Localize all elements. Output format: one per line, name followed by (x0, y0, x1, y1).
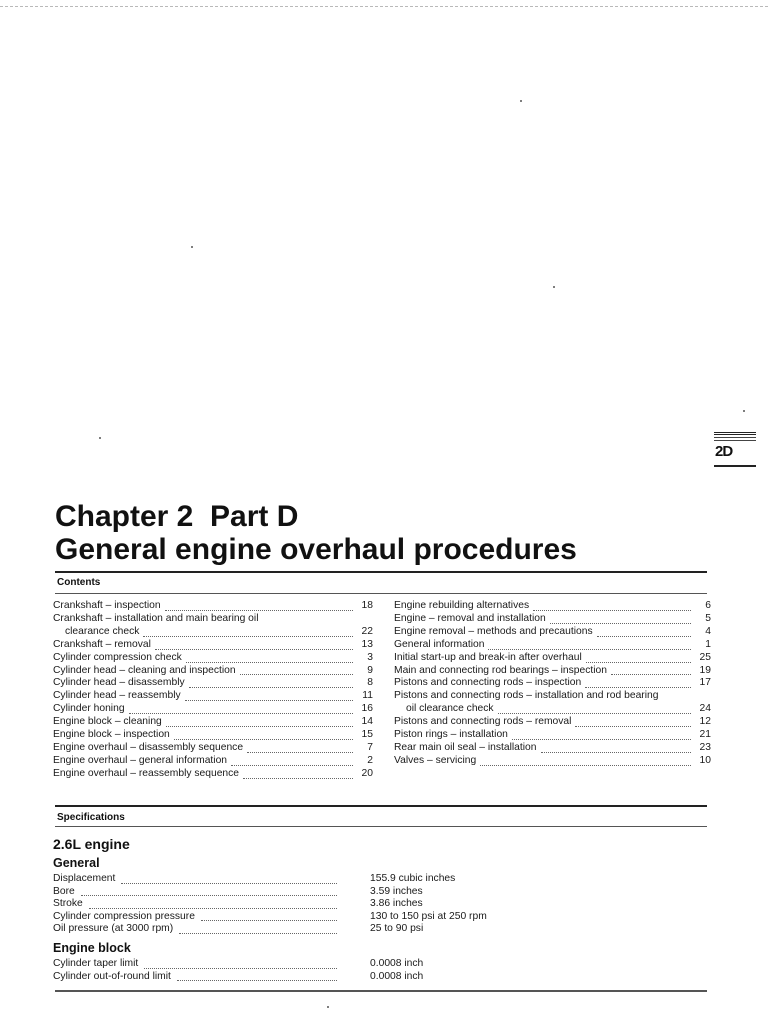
contents-entry (53, 755, 373, 768)
dot-leader (243, 769, 353, 779)
specifications-top-rule (55, 805, 707, 807)
contents-entry-label: Cylinder compression check (53, 651, 182, 663)
contents-entry-label: Pistons and connecting rods – inspection (394, 677, 582, 689)
contents-entry-page: 15 (361, 729, 373, 741)
spec-group-engine-block-title: Engine block (53, 941, 131, 955)
scan-speck (327, 1006, 329, 1008)
contents-entry (394, 690, 711, 703)
contents-entry (53, 742, 373, 755)
contents-entry (394, 677, 711, 690)
chapter-name: General engine overhaul procedures (55, 533, 577, 566)
contents-entry (53, 703, 373, 716)
contents-entry-label: clearance check (65, 625, 140, 637)
spec-group-general-title: General (53, 856, 100, 870)
contents-entry-page: 21 (699, 729, 711, 741)
dot-leader (585, 678, 691, 688)
spec-label: Cylinder taper limit (53, 958, 139, 969)
contents-entry-label: Engine block – cleaning (53, 716, 162, 728)
contents-entry (394, 613, 711, 626)
contents-entry-page: 5 (705, 612, 711, 624)
contents-entry-label: Crankshaft – removal (53, 638, 151, 650)
dot-leader (512, 730, 691, 740)
contents-entry (394, 755, 711, 768)
contents-entry-label: Valves – servicing (394, 754, 477, 766)
spec-label: Cylinder out-of-round limit (53, 970, 171, 982)
spec-row (53, 971, 483, 984)
scan-speck (520, 100, 522, 102)
contents-entry (53, 613, 373, 626)
dot-leader (89, 899, 337, 909)
contents-entry (394, 652, 711, 665)
specifications-rule (55, 826, 707, 827)
contents-entry-label: Engine block – inspection (53, 729, 170, 741)
spec-label: Oil pressure (at 3000 rpm) (53, 923, 174, 934)
contents-entry (53, 665, 373, 678)
contents-entry-page: 11 (362, 690, 373, 702)
contents-entry-page: 23 (699, 741, 711, 753)
contents-entry (394, 703, 711, 716)
spec-row (53, 873, 483, 886)
chapter-tab-label: 2D (715, 443, 733, 460)
dot-leader (611, 665, 691, 675)
dot-leader (186, 653, 353, 663)
dot-leader (550, 614, 691, 624)
page-top-dashed-edge (0, 6, 768, 7)
spec-value: 0.0008 inch (370, 958, 424, 969)
dot-leader (586, 653, 691, 663)
contents-entry-page: 6 (705, 600, 711, 611)
contents-entry (394, 716, 711, 729)
contents-entry (53, 626, 373, 639)
contents-entry (394, 600, 711, 613)
contents-entry-label: Pistons and connecting rods – installation and rod bearing (394, 690, 659, 702)
dot-leader (533, 601, 691, 611)
dot-leader (575, 717, 691, 727)
contents-entry (394, 742, 711, 755)
contents-entry-label: Piston rings – installation (394, 729, 508, 741)
dot-leader (498, 704, 691, 714)
contents-right-column (394, 600, 711, 768)
contents-entry-label: oil clearance check (406, 703, 494, 715)
contents-entry-page: 12 (699, 716, 711, 728)
dot-leader (155, 640, 353, 650)
dot-leader (143, 627, 353, 637)
dot-leader (144, 959, 337, 969)
dot-leader (597, 627, 691, 637)
contents-entry (53, 600, 373, 613)
dot-leader (179, 924, 337, 934)
scan-speck (191, 246, 193, 248)
spec-row (53, 910, 487, 924)
chapter-tab-marker (714, 432, 756, 467)
spec-row (53, 923, 483, 936)
spec-value: 155.9 cubic inches (370, 873, 456, 884)
contents-left-column (53, 600, 373, 781)
contents-entry (53, 729, 373, 742)
contents-entry-page: 1 (705, 638, 711, 650)
contents-entry-label: Crankshaft – installation and main bearing oil (53, 612, 259, 624)
dot-leader (201, 911, 337, 921)
spec-value: 3.86 inches (370, 898, 423, 909)
contents-entry (53, 716, 373, 729)
scan-speck (99, 437, 101, 439)
dot-leader (174, 730, 353, 740)
contents-entry-page: 9 (367, 664, 373, 676)
spec-row (53, 886, 483, 899)
contents-entry-page: 22 (361, 625, 373, 637)
dot-leader (129, 704, 353, 714)
contents-entry (53, 768, 373, 781)
contents-entry-label: Engine rebuilding alternatives (394, 600, 530, 611)
dot-leader (247, 743, 353, 753)
contents-entry-label: Engine overhaul – general information (53, 754, 228, 766)
dot-leader (81, 886, 337, 896)
contents-entry-page: 24 (699, 703, 711, 715)
contents-entry-page: 13 (361, 638, 373, 650)
scan-speck (553, 286, 555, 288)
spec-row (53, 958, 483, 971)
spec-value: 3.59 inches (370, 885, 423, 897)
contents-entry-page: 17 (699, 677, 711, 689)
dot-leader (189, 678, 353, 688)
dot-leader (240, 665, 353, 675)
contents-entry (394, 729, 711, 742)
contents-entry-label: General information (394, 638, 485, 650)
contents-entry-page: 14 (361, 716, 373, 728)
dot-leader (231, 756, 353, 766)
contents-entry (394, 665, 711, 678)
spec-label: Bore (53, 885, 75, 897)
contents-entry-page: 25 (699, 651, 711, 663)
contents-entry (394, 639, 711, 652)
dot-leader (541, 743, 691, 753)
contents-entry-page: 16 (361, 703, 373, 715)
contents-entry-page: 19 (699, 664, 711, 676)
bottom-rule (55, 990, 707, 992)
dot-leader (488, 640, 691, 650)
contents-entry-page: 20 (361, 767, 373, 779)
chapter-number: Chapter 2 Part D (55, 500, 299, 533)
engine-heading: 2.6L engine (53, 836, 130, 852)
contents-entry-label: Engine removal – methods and precautions (394, 625, 593, 637)
contents-entry (53, 652, 373, 665)
spec-label: Displacement (53, 873, 116, 884)
contents-entry-page: 2 (367, 754, 373, 766)
contents-entry-label: Cylinder head – disassembly (53, 677, 185, 689)
contents-entry (53, 690, 373, 703)
spec-value: 0.0008 inch (370, 970, 424, 982)
title-rule (55, 571, 707, 573)
dot-leader (121, 874, 337, 884)
spec-label: Stroke (53, 898, 83, 909)
dot-leader (480, 756, 691, 766)
contents-heading: Contents (57, 577, 101, 588)
contents-entry-label: Engine – removal and installation (394, 612, 546, 624)
scan-speck (743, 410, 745, 412)
contents-entry-label: Cylinder head – reassembly (53, 690, 181, 702)
contents-entry-label: Engine overhaul – reassembly sequence (53, 767, 240, 779)
dot-leader (165, 601, 353, 611)
spec-group-engine-block (53, 958, 483, 983)
contents-entry-page: 3 (367, 651, 373, 663)
contents-entry-label: Main and connecting rod bearings – inspection (394, 664, 607, 676)
dot-leader (166, 717, 353, 727)
specifications-heading: Specifications (57, 812, 125, 823)
contents-rule (55, 593, 707, 594)
contents-entry-label: Cylinder honing (53, 703, 125, 715)
dot-leader (185, 691, 353, 701)
spec-row (53, 898, 483, 911)
contents-entry-label: Rear main oil seal – installation (394, 741, 537, 753)
chapter-title (55, 500, 577, 566)
dot-leader (177, 971, 337, 981)
contents-entry (53, 677, 373, 690)
contents-entry-page: 4 (705, 625, 711, 637)
contents-entry (53, 639, 373, 652)
contents-entry-page: 8 (367, 677, 373, 689)
contents-entry-label: Initial start-up and break-in after overhaul (394, 651, 582, 663)
contents-entry-page: 7 (367, 741, 373, 753)
contents-entry-label: Cylinder head – cleaning and inspection (53, 664, 236, 676)
contents-entry-page: 18 (361, 600, 373, 611)
spec-value: 130 to 150 psi at 250 rpm (370, 910, 487, 922)
spec-value: 25 to 90 psi (370, 923, 424, 934)
spec-label: Cylinder compression pressure (53, 910, 195, 922)
contents-entry-label: Crankshaft – inspection (53, 600, 161, 611)
contents-entry-page: 10 (699, 754, 711, 766)
spec-group-general (53, 873, 487, 936)
contents-entry (394, 626, 711, 639)
contents-entry-label: Pistons and connecting rods – removal (394, 716, 572, 728)
contents-entry-label: Engine overhaul – disassembly sequence (53, 741, 244, 753)
